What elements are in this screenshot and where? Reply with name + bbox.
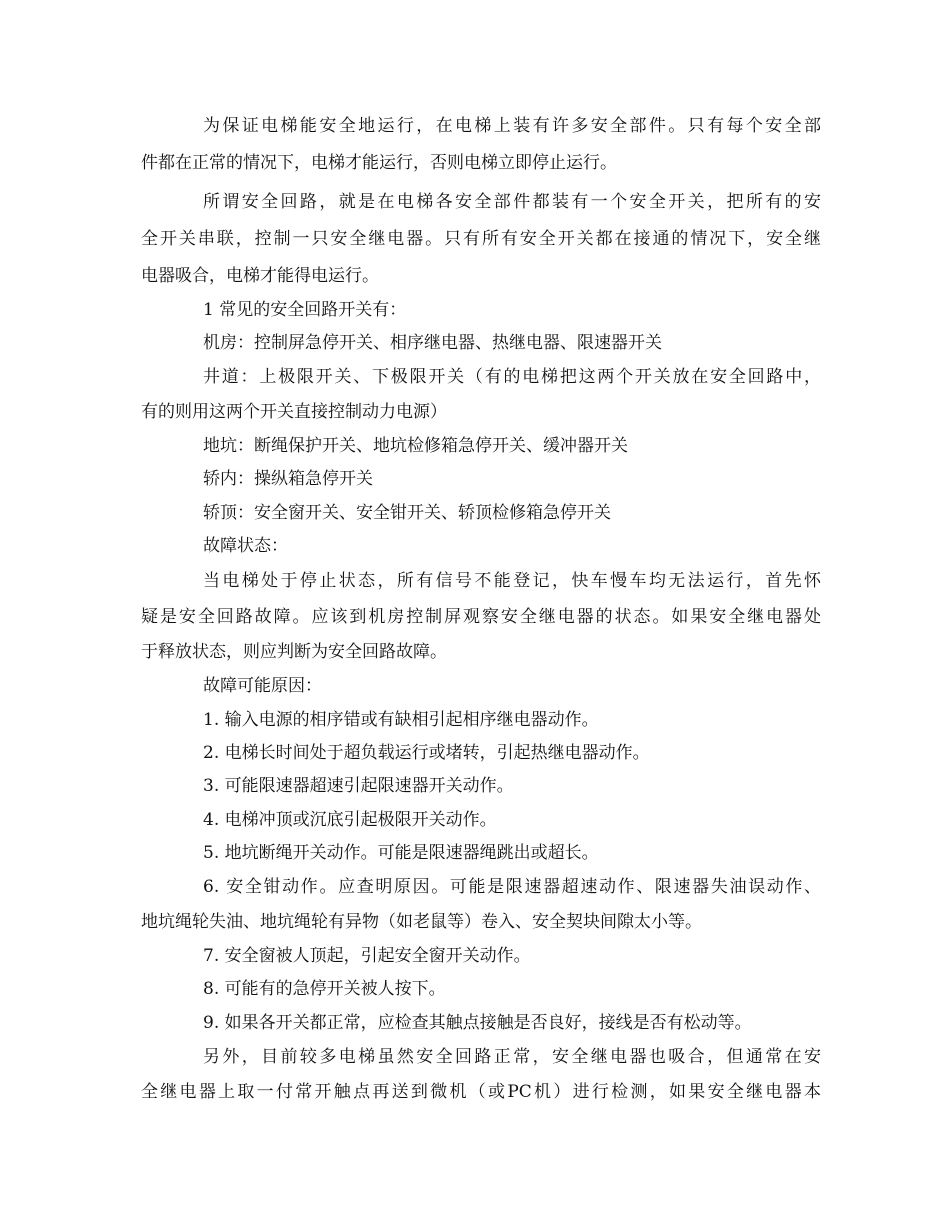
list-item-continuation: 地坑绳轮失油、地坑绳轮有异物（如老鼠等）卷入、安全契块间隙太小等。 <box>141 912 702 932</box>
paragraph-line: 地坑：断绳保护开关、地坑检修箱急停开关、缓冲器开关 <box>203 436 628 456</box>
paragraph-line: 为保证电梯能安全地运行，在电梯上装有许多安全部件。只有每个安全部 <box>203 116 821 136</box>
list-item: 4. 电梯冲顶或沉底引起极限开关动作。 <box>203 810 497 830</box>
section-heading: 故障状态： <box>203 536 288 556</box>
paragraph-line: 轿内：操纵箱急停开关 <box>203 469 373 489</box>
list-item: 7. 安全窗被人顶起，引起安全窗开关动作。 <box>203 946 531 966</box>
list-item: 8. 可能有的急停开关被人按下。 <box>203 979 446 999</box>
paragraph-line: 于释放状态，则应判断为安全回路故障。 <box>141 642 447 662</box>
list-item: 9. 如果各开关都正常，应检查其触点接触是否良好，接线是否有松动等。 <box>203 1013 752 1033</box>
paragraph-line: 另外，目前较多电梯虽然安全回路正常，安全继电器也吸合，但通常在安 <box>203 1047 821 1067</box>
list-item: 1. 输入电源的相序错或有缺相引起相序继电器动作。 <box>203 710 599 730</box>
paragraph-line: 机房：控制屏急停开关、相序继电器、热继电器、限速器开关 <box>203 333 662 353</box>
paragraph-line: 轿顶：安全窗开关、安全钳开关、轿顶检修箱急停开关 <box>203 503 611 523</box>
list-item: 6. 安全钳动作。应查明原因。可能是限速器超速动作、限速器失油误动作、 <box>203 877 821 897</box>
section-heading: 1 常见的安全回路开关有： <box>203 300 407 320</box>
list-item: 5. 地坑断绳开关动作。可能是限速器绳跳出或超长。 <box>203 843 599 863</box>
paragraph-line: 疑是安全回路故障。应该到机房控制屏观察安全继电器的状态。如果安全继电器处 <box>141 607 821 627</box>
paragraph-line: 件都在正常的情况下，电梯才能运行，否则电梯立即停止运行。 <box>141 153 617 173</box>
paragraph-line: 全继电器上取一付常开触点再送到微机（或PC机）进行检测，如果安全继电器本 <box>141 1082 821 1102</box>
paragraph-line: 电器吸合，电梯才能得电运行。 <box>141 266 379 286</box>
paragraph-line: 有的则用这两个开关直接控制动力电源） <box>141 402 447 422</box>
paragraph-line: 当电梯处于停止状态，所有信号不能登记，快车慢车均无法运行，首先怀 <box>203 571 821 591</box>
list-item: 3. 可能限速器超速引起限速器开关动作。 <box>203 776 514 796</box>
paragraph-line: 全开关串联，控制一只安全继电器。只有所有安全开关都在接通的情况下，安全继 <box>141 229 821 249</box>
list-item: 2. 电梯长时间处于超负载运行或堵转，引起热继电器动作。 <box>203 743 650 763</box>
paragraph-line: 所谓安全回路，就是在电梯各安全部件都装有一个安全开关，把所有的安 <box>203 192 821 212</box>
paragraph-line: 井道：上极限开关、下极限开关（有的电梯把这两个开关放在安全回路中， <box>203 367 821 387</box>
section-heading: 故障可能原因： <box>203 676 322 696</box>
